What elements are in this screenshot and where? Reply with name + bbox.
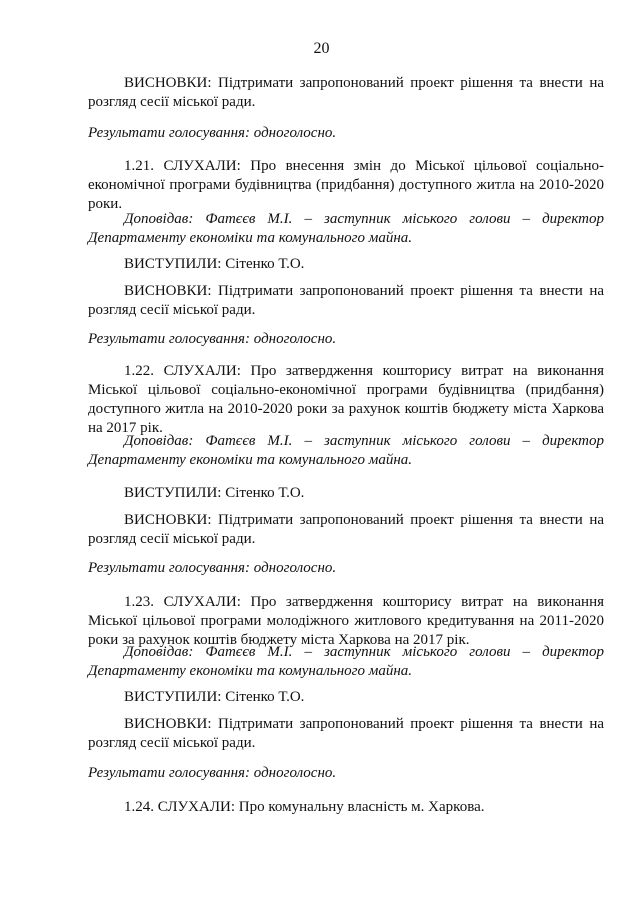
conclusion-text: Підтримати запропонований проект рішення та внести на розгляд сесії міської ради. [88,716,605,751]
conclusion-paragraph [88,282,604,320]
conclusion-label: ВИСНОВКИ: [124,283,212,299]
heard-text: Про внесення змін до Міської цільової соціально-економічної програми будівництва (придбання) доступного житла на 2010-2020 роки. [88,158,605,212]
conclusion-paragraph [88,511,604,549]
speaker-paragraph: Доповідав: Фатєєв М.І. – заступник міського голови – директор Департаменту економіки та комунального майна. [88,211,604,246]
heard-label: 1.24. СЛУХАЛИ: [124,799,236,815]
vote-result: Результати голосування: одноголосно. [88,331,337,347]
conclusion-text: Підтримати запропонований проект рішення та внести на розгляд сесії міської ради. [88,75,605,110]
page-number: 20 [313,40,330,57]
speaker-paragraph: Доповідав: Фатєєв М.І. – заступник міського голови – директор Департаменту економіки та комунального майна. [88,433,604,468]
heard-text: Про затвердження кошторису витрат на виконання Міської цільової програми молодіжного житлового кредитування на 2011-2020 роки за рахунок коштів бюджету міста Харкова на 2017 рік. [88,594,604,648]
conclusion-text: Підтримати запропонований проект рішення та внести на розгляд сесії міської ради. [88,512,605,547]
speaker-paragraph: Доповідав: Фатєєв М.І. – заступник міського голови – директор Департаменту економіки та комунального майна. [88,644,604,679]
vote-result: Результати голосування: одноголосно. [88,765,337,781]
heard-label: 1.22. СЛУХАЛИ: [124,363,241,379]
conclusion-paragraph [88,715,604,753]
conclusion-label: ВИСНОВКИ: [124,512,212,528]
heard-paragraph [88,798,604,817]
vote-result: Результати голосування: одноголосно. [88,125,337,141]
spoke-paragraph: ВИСТУПИЛИ: Сітенко Т.О. [124,485,305,501]
conclusion-label: ВИСНОВКИ: [124,75,212,91]
heard-text: Про затвердження кошторису витрат на виконання Міської цільової соціально-економічної програми будівництва (придбання) доступного житла на 2010-2020 роки за рахунок коштів бюджету міста Харкова на 2017 рік. [88,363,604,436]
conclusion-paragraph [88,74,604,112]
conclusion-label: ВИСНОВКИ: [124,716,212,732]
heard-label: 1.21. СЛУХАЛИ: [124,158,241,174]
spoke-paragraph: ВИСТУПИЛИ: Сітенко Т.О. [124,256,305,272]
heard-paragraph [88,593,604,650]
conclusion-text: Підтримати запропонований проект рішення та внести на розгляд сесії міської ради. [88,283,605,318]
heard-paragraph [88,362,604,438]
vote-result: Результати голосування: одноголосно. [88,560,337,576]
heard-text: Про комунальну власність м. Харкова. [238,799,485,815]
heard-label: 1.23. СЛУХАЛИ: [124,594,241,610]
heard-paragraph [88,157,604,214]
spoke-paragraph: ВИСТУПИЛИ: Сітенко Т.О. [124,689,305,705]
